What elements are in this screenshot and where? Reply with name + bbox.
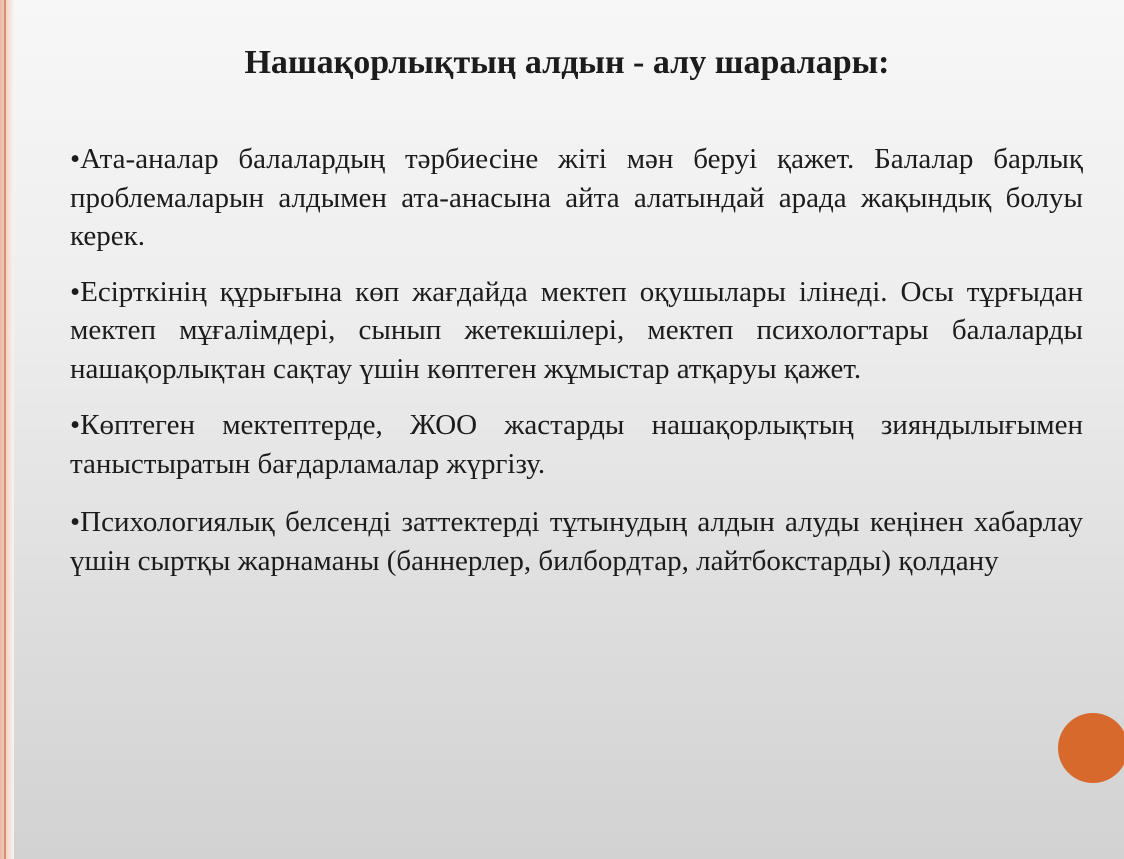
slide-title: Нашақорлықтың алдын - алу шаралары: xyxy=(244,44,890,81)
orange-circle-decoration xyxy=(1058,713,1124,783)
bullet-list xyxy=(70,140,1083,597)
left-decorative-band xyxy=(0,0,14,859)
bullet-item-1: •Ата-аналар балалардың тəрбиесіне жіті мəн беруі қажет. Балалар барлық проблемаларын алдымен ата-анасына айта алатындай арада жақындық болуы керек. xyxy=(70,143,1083,252)
bullet-item-2: •Есірткінің құрығына көп жағдайда мектеп оқушылары ілінеді. Осы тұрғыдан мектеп мұғалімдері, сынып жетекшілері, мектеп психологтары балаларды нашақорлықтан сақтау үшін көптеген жұмыстар атқаруы қажет. xyxy=(70,275,1083,385)
left-decorative-line xyxy=(4,0,6,859)
bullet-item-3: •Көптеген мектептерде, ЖОО жастарды нашақорлықтың зияндылығымен таныстыратын бағдарламалар жүргізу. xyxy=(70,409,1083,480)
bullet-item-4: •Психологиялық белсенді заттектерді тұтынудың алдын алуды кеңінен хабарлау үшін сыртқы жарнаманы (баннерлер, билбордтар, лайтбокстарды) қолдану xyxy=(70,506,1083,577)
